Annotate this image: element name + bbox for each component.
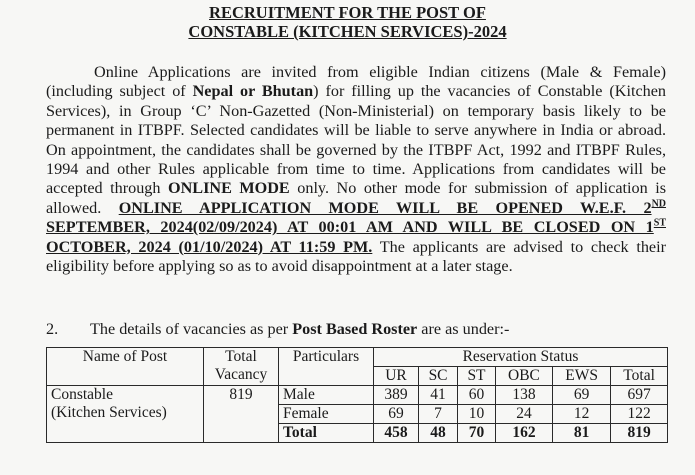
online-mode-text: ONLINE MODE: [168, 179, 290, 198]
cell-female-ews: 12: [552, 405, 610, 424]
cell-male-obc: 138: [495, 386, 552, 405]
vacancy-intro-after: are as under:-: [421, 320, 510, 338]
cell-total-sc: 48: [419, 424, 458, 443]
cell-total-obc: 162: [495, 424, 552, 443]
col-header-st: ST: [458, 367, 496, 386]
row-label-male: Male: [279, 386, 374, 405]
table-row: [47, 386, 668, 405]
item-number: 2.: [46, 320, 59, 338]
closing-time-text: OCTOBER, 2024 (01/10/2024) AT 11:59 PM.: [46, 237, 373, 256]
cell-male-total: 697: [611, 386, 668, 405]
col-header-obc: OBC: [495, 367, 552, 386]
eligibility-text: The applicants are advised to check their eligibility before applying so as to avoid disappointment at a later stage.: [46, 237, 666, 276]
notice-paragraph: [46, 63, 666, 276]
cell-female-ur: 69: [374, 405, 419, 424]
cell-female-obc: 24: [495, 405, 552, 424]
page-title-line2: CONSTABLE (KITCHEN SERVICES)-2024: [188, 22, 507, 41]
col-header-total: Total: [611, 367, 668, 386]
page-title-line1: RECRUITMENT FOR THE POST OF: [209, 3, 486, 22]
cell-total-total: 819: [611, 424, 668, 443]
cell-female-st: 10: [458, 405, 496, 424]
cell-male-st: 60: [458, 386, 496, 405]
total-vacancy-cell: 819: [204, 386, 279, 443]
mode-text: only. No other mode for submission of application is allowed.: [46, 179, 667, 217]
nepal-bhutan-text: Nepal or Bhutan: [192, 82, 314, 101]
cell-total-ur: 458: [374, 424, 419, 443]
col-header-sc: SC: [419, 367, 458, 386]
row-label-total: Total: [279, 424, 374, 443]
header-reservation-status: Reservation Status: [374, 348, 668, 367]
opening-date-sup: ND: [651, 198, 667, 210]
roster-text: Post Based Roster: [292, 320, 418, 338]
cell-total-ews: 81: [552, 424, 610, 443]
opening-date-text: ONLINE APPLICATION MODE WILL BE OPENED W.E.F. 2: [118, 198, 652, 217]
intro-text: Online Applications are invited from eligible Indian citizens (Male & Female) (including subject of: [46, 63, 666, 101]
cell-female-total: 122: [611, 405, 668, 424]
post-name-cell: Constable (Kitchen Services): [47, 386, 204, 443]
cell-male-sc: 41: [419, 386, 458, 405]
header-particulars: Particulars: [279, 348, 374, 386]
vacancy-intro-text: The details of vacancies as per: [90, 320, 289, 338]
col-header-ews: EWS: [552, 367, 610, 386]
col-header-ur: UR: [374, 367, 419, 386]
cell-total-st: 70: [458, 424, 496, 443]
cell-female-sc: 7: [419, 405, 458, 424]
header-name-of-post: Name of Post: [47, 348, 204, 386]
vacancy-table: [46, 347, 668, 443]
header-total-vacancy: Total Vacancy: [204, 348, 279, 386]
cell-male-ews: 69: [552, 386, 610, 405]
closing-date-text: SEPTEMBER, 2024(02/09/2024) AT 00:01 AM AND WILL BE CLOSED ON 1: [46, 218, 654, 237]
row-label-female: Female: [279, 405, 374, 424]
closing-date-sup: ST: [653, 217, 666, 229]
cell-male-ur: 389: [374, 386, 419, 405]
intro-text-cont: ) for filling up the vacancies of Constable (Kitchen Services), in Group ‘C’ Non-Gazetted (Non-Ministerial) on temporary basis likely to be permanent in ITBPF. Selected candidates will be liable to serve anywhere in India or abroad. On appointment, the candidates shall be governed by the ITBPF Act, 1992 and ITBPF Rules, 1994 and other Rules applicable from time to time. Applications from candidates will be accepted through: [46, 82, 666, 198]
